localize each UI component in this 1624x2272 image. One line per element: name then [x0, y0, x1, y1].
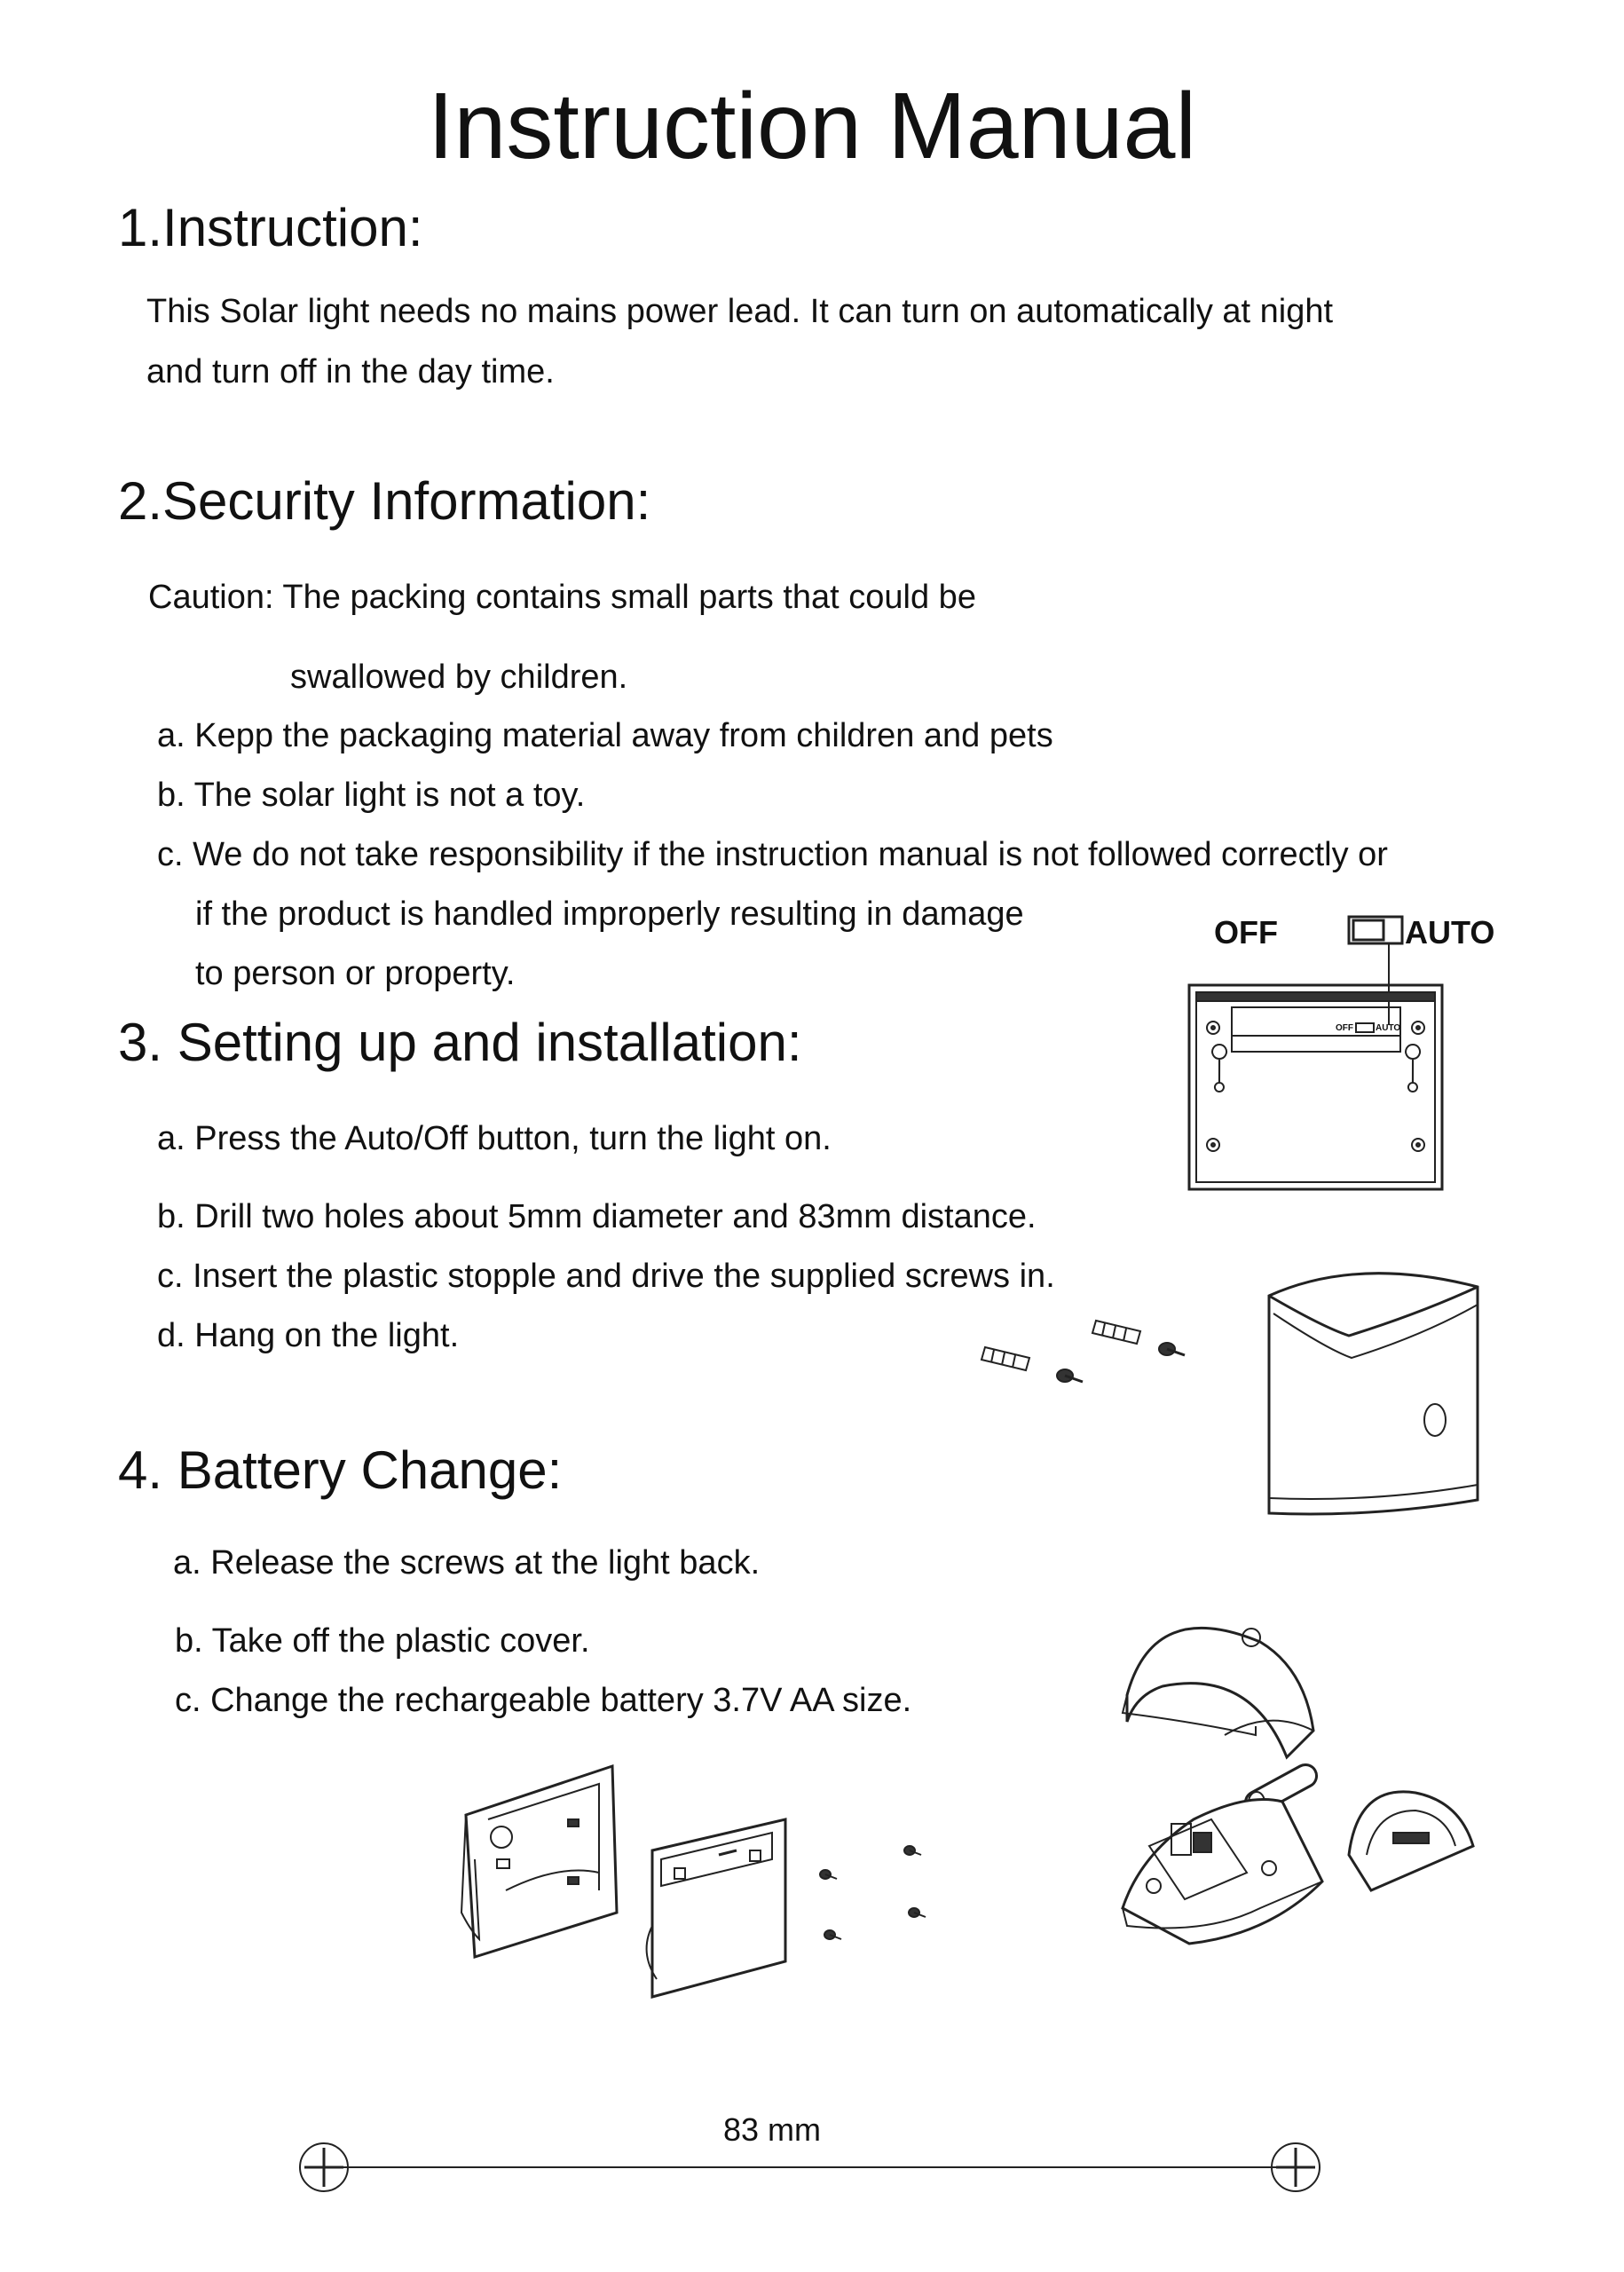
wall-light: [1269, 1274, 1478, 1514]
section-3-heading: 3. Setting up and installation:: [118, 1013, 802, 1072]
section-1-text-line-2: and turn off in the day time.: [146, 353, 555, 390]
caution-line-1: Caution: The packing contains small parts that could be: [148, 579, 976, 616]
solar-cover: [1349, 1792, 1473, 1890]
switch-off-label: OFF: [1214, 914, 1278, 951]
circuit-base: [1123, 1800, 1322, 1945]
section-2-heading: 2.Security Information:: [118, 471, 651, 531]
left-hole-marker: [300, 2143, 348, 2191]
battery-item-a: a. Release the screws at the light back.: [173, 1544, 761, 1582]
switch-backplate-illustration: [1180, 901, 1509, 1203]
setup-item-a: a. Press the Auto/Off button, turn the light on.: [157, 1120, 832, 1157]
drill-distance-diagram: [297, 2103, 1327, 2201]
section-1-heading: 1.Instruction:: [118, 198, 423, 257]
wall-plug-1: [981, 1347, 1029, 1370]
section-4-heading: 4. Battery Change:: [118, 1440, 563, 1500]
distance-label: 83 mm: [722, 2111, 822, 2148]
plastic-cover: [1123, 1628, 1313, 1757]
screw-1: [1057, 1369, 1083, 1382]
section-1-text-line-1: This Solar light needs no mains power lead. It can turn on automatically at night: [146, 293, 1334, 330]
battery-change-illustration: [453, 1553, 1500, 2059]
battery-item-b: b. Take off the plastic cover.: [175, 1622, 590, 1660]
setup-item-c: c. Insert the plastic stopple and drive the supplied screws in.: [157, 1258, 1055, 1295]
battery-item-c: c. Change the rechargeable battery 3.7V AA size.: [175, 1682, 912, 1719]
security-item-b: b. The solar light is not a toy.: [157, 777, 586, 814]
setup-item-b: b. Drill two holes about 5mm diameter and 83mm distance.: [157, 1198, 1037, 1235]
security-item-c-line-1: c. We do not take responsibility if the instruction manual is not followed correctly or: [157, 836, 1388, 873]
caution-line-2: swallowed by children.: [290, 659, 628, 696]
back-housing: [461, 1766, 617, 1957]
wall-plug-2: [1092, 1321, 1140, 1344]
setup-item-d: d. Hang on the light.: [157, 1317, 460, 1354]
loose-screws: [820, 1846, 926, 1939]
security-item-a: a. Kepp the packaging material away from children and pets: [157, 717, 1053, 754]
mounting-plate: [647, 1819, 785, 1997]
small-switch-off-label: OFF: [1336, 1023, 1353, 1033]
security-item-c-line-3: to person or property.: [195, 955, 516, 992]
right-hole-marker: [1272, 2143, 1320, 2191]
security-item-c-line-2: if the product is handled improperly resulting in damage: [195, 895, 1024, 933]
wall-light-installation-illustration: [967, 1260, 1500, 1526]
screw-2: [1159, 1343, 1185, 1355]
switch-knob: [1353, 920, 1384, 940]
page-title: Instruction Manual: [427, 74, 1197, 178]
back-plate: [1189, 985, 1442, 1189]
switch-auto-label: AUTO: [1405, 914, 1495, 951]
small-switch-auto-label: AUTO: [1376, 1023, 1401, 1033]
